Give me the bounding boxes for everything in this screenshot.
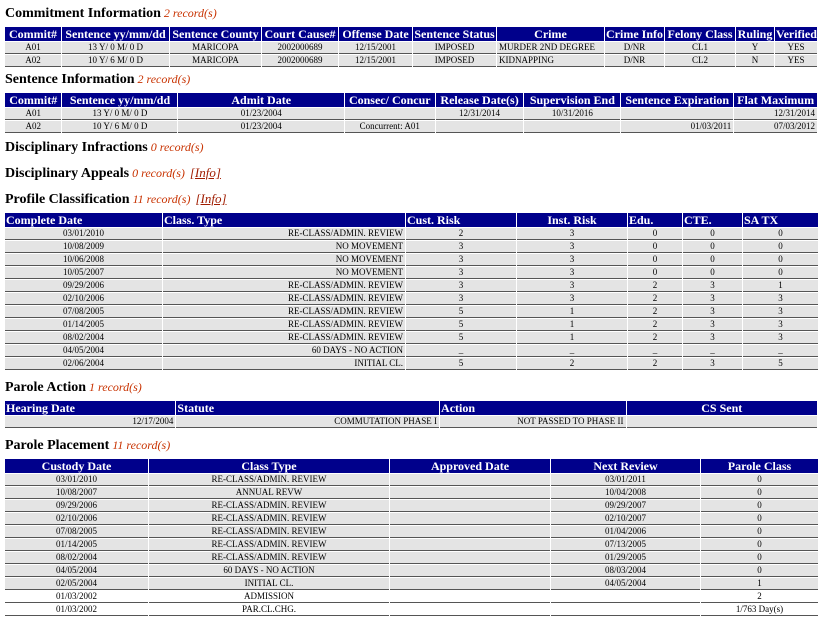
table-cell: YES [775,42,817,54]
record-count: 11 record(s) [112,438,171,452]
infractions-section-title [5,139,818,156]
column-header: Consec/ Concur [345,93,435,107]
column-header: Ruling [737,27,773,41]
table-row [5,345,818,357]
record-count: 2 record(s) [137,72,191,86]
table-cell: 0 [701,487,818,499]
parole-placement-body [5,474,818,616]
column-header: Release Date(s) [436,93,524,107]
column-header: Sentence Expiration [621,93,733,107]
table-cell: 01/03/2011 [621,121,733,133]
profile-info-link[interactable]: [Info] [195,191,227,206]
column-header: Sentence County [170,27,261,41]
profile-header-row [5,213,818,227]
table-cell: 1 [517,306,627,318]
table-row [5,319,818,331]
table-cell: 3 [517,241,627,253]
table-row [5,565,818,577]
table-cell: 2 [628,280,682,292]
table-cell: 0 [743,241,818,253]
table-row [5,254,818,266]
table-row [5,539,818,551]
table-cell: N [736,55,774,67]
table-cell: 5 [406,332,516,344]
table-cell [345,108,435,120]
column-header: Statute [176,401,439,415]
table-cell: 60 DAYS - NO ACTION [163,345,405,357]
parole-action-section-title [5,379,818,396]
column-header: Commit# [5,93,61,107]
table-row [5,306,818,318]
table-cell: 3 [743,306,818,318]
table-cell: 2 [628,319,682,331]
profile-body [5,228,818,370]
column-header: Crime [497,27,604,41]
table-cell: INITIAL CL. [149,578,389,590]
table-cell: 2002000689 [262,42,338,54]
column-header: Offense Date [339,27,412,41]
table-cell: RE-CLASS/ADMIN. REVIEW [149,552,389,564]
section-heading: Parole Placement [5,438,110,453]
column-header: Next Review [551,459,700,473]
table-cell: RE-CLASS/ADMIN. REVIEW [163,319,405,331]
table-cell: ANNUAL REVW [149,487,389,499]
table-cell: 10 Y/ 6 M/ 0 D [62,55,169,67]
table-cell: 0 [628,254,682,266]
table-cell: 07/08/2005 [5,526,148,538]
table-cell: 07/03/2012 [734,121,817,133]
parole-placement-section-title [5,437,818,454]
commitment-header-row [5,27,817,41]
table-cell: D/NR [605,42,664,54]
table-cell: 0 [683,254,742,266]
section-heading: Parole Action [5,380,87,395]
table-cell [390,526,550,538]
table-cell: 04/05/2004 [5,345,162,357]
column-header: Sentence Status [414,27,495,41]
table-cell [390,565,550,577]
table-cell: 10/04/2008 [551,487,700,499]
table-row [5,55,817,67]
table-cell [436,121,524,133]
table-cell: RE-CLASS/ADMIN. REVIEW [163,332,405,344]
table-cell: 3 [517,293,627,305]
table-cell: CL1 [665,42,735,54]
table-cell: 3 [743,293,818,305]
table-cell: CL2 [665,55,735,67]
table-cell: 3 [406,280,516,292]
table-cell: 2 [628,293,682,305]
table-cell [390,474,550,486]
table-cell: 1 [517,319,627,331]
profile-table [4,212,819,371]
table-row [5,416,817,428]
table-row [5,280,818,292]
table-cell: 2 [628,306,682,318]
commitment-body [5,42,817,67]
table-cell: IMPOSED [413,55,496,67]
table-cell: 2 [628,358,682,370]
table-cell: 02/05/2004 [5,578,148,590]
table-cell: 3 [683,332,742,344]
table-cell: 0 [701,552,818,564]
table-cell: 12/15/2001 [339,55,412,67]
table-cell [390,604,550,616]
column-header: CS Sent [627,401,818,415]
table-cell: IMPOSED [413,42,496,54]
table-row [5,267,818,279]
table-cell: RE-CLASS/ADMIN. REVIEW [163,280,405,292]
table-cell: NO MOVEMENT [163,254,405,266]
column-header: Court Cause# [262,27,338,41]
table-cell: _ [406,345,516,357]
table-cell: 04/05/2004 [5,565,148,577]
table-cell: 3 [517,254,627,266]
table-cell: _ [743,345,818,357]
column-header: CTE. [683,213,742,227]
column-header: Sentence yy/mm/dd [62,27,169,41]
profile-section-title [5,191,818,208]
appeals-info-link[interactable]: [Info] [189,165,221,180]
table-cell: RE-CLASS/ADMIN. REVIEW [163,293,405,305]
table-row [5,121,817,133]
table-cell: 03/01/2010 [5,474,148,486]
table-row [5,552,818,564]
table-cell: 0 [628,241,682,253]
parole-action-header-row [5,401,817,415]
table-cell [390,487,550,499]
table-cell: 60 DAYS - NO ACTION [149,565,389,577]
table-cell: A02 [5,121,61,133]
table-cell: MURDER 2ND DEGREE [497,42,604,54]
table-cell: 02/10/2007 [551,513,700,525]
table-cell: 10/08/2009 [5,241,162,253]
table-cell: ADMISSION [149,591,389,603]
table-cell: 3 [517,228,627,240]
table-cell [621,108,733,120]
column-header: Hearing Date [5,401,175,415]
table-cell: 02/06/2004 [5,358,162,370]
table-row [5,513,818,525]
table-cell: 1 [517,332,627,344]
table-cell: 3 [683,358,742,370]
table-cell: RE-CLASS/ADMIN. REVIEW [149,474,389,486]
column-header: Supervision End [524,93,620,107]
table-cell: 3 [683,280,742,292]
table-cell: RE-CLASS/ADMIN. REVIEW [163,306,405,318]
table-cell: 09/29/2007 [551,500,700,512]
table-cell [390,591,550,603]
table-cell: 3 [517,267,627,279]
table-cell: 0 [701,565,818,577]
table-row [5,591,818,603]
table-cell: 02/10/2006 [5,513,148,525]
table-cell: 10/08/2007 [5,487,148,499]
table-cell: MARICOPA [170,55,261,67]
record-count: 0 record(s) [150,140,204,154]
table-cell [551,591,700,603]
table-cell: KIDNAPPING [497,55,604,67]
section-heading: Disciplinary Infractions [5,140,148,155]
column-header: Custody Date [5,459,148,473]
table-cell: PAR.CL.CHG. [149,604,389,616]
parole-placement-table [4,458,819,617]
table-cell: 3 [683,293,742,305]
table-cell [390,578,550,590]
table-cell: 3 [743,319,818,331]
table-cell: 13 Y/ 0 M/ 0 D [62,108,177,120]
table-row [5,474,818,486]
column-header: Class Type [149,459,389,473]
parole-action-body [5,416,817,428]
table-cell: RE-CLASS/ADMIN. REVIEW [163,228,405,240]
table-cell: 01/14/2005 [5,539,148,551]
table-cell: RE-CLASS/ADMIN. REVIEW [149,526,389,538]
table-cell: 12/17/2004 [5,416,175,428]
column-header: SA TX [743,213,818,227]
section-heading: Profile Classification [5,192,130,207]
table-cell: 1/763 Day(s) [701,604,818,616]
table-cell: RE-CLASS/ADMIN. REVIEW [149,513,389,525]
table-cell [390,513,550,525]
table-row [5,108,817,120]
table-cell: 12/31/2014 [734,108,817,120]
table-cell: 2 [406,228,516,240]
section-heading: Sentence Information [5,72,135,87]
table-cell: INITIAL CL. [163,358,405,370]
table-cell: 12/31/2014 [436,108,524,120]
table-cell: 3 [406,293,516,305]
table-cell: 0 [701,500,818,512]
column-header: Inst. Risk [517,213,627,227]
table-cell: 01/23/2004 [178,121,343,133]
table-cell: 07/08/2005 [5,306,162,318]
column-header: Edu. [628,213,682,227]
table-row [5,332,818,344]
table-cell: 2 [701,591,818,603]
table-cell [524,121,620,133]
table-cell: 08/03/2004 [551,565,700,577]
table-row [5,228,818,240]
table-row [5,487,818,499]
table-cell: 01/03/2002 [5,591,148,603]
table-cell: YES [775,55,817,67]
column-header: Sentence yy/mm/dd [62,93,177,107]
column-header: Action [440,401,625,415]
table-cell: 10/31/2016 [524,108,620,120]
table-cell: 0 [701,474,818,486]
table-cell: RE-CLASS/ADMIN. REVIEW [149,500,389,512]
table-cell: 0 [701,539,818,551]
table-cell: 3 [517,280,627,292]
table-cell: 04/05/2004 [551,578,700,590]
table-cell: 1 [701,578,818,590]
table-cell: 01/29/2005 [551,552,700,564]
sentence-table [4,92,818,134]
table-cell: 5 [406,358,516,370]
table-cell: MARICOPA [170,42,261,54]
column-header: Class. Type [163,213,405,227]
table-cell: 0 [683,228,742,240]
table-row [5,578,818,590]
table-cell: NO MOVEMENT [163,267,405,279]
table-cell: _ [683,345,742,357]
table-row [5,358,818,370]
table-cell: Concurrent: A01 [345,121,435,133]
table-cell: 01/04/2006 [551,526,700,538]
table-cell: A02 [5,55,61,67]
section-heading: Disciplinary Appeals [5,166,130,181]
table-cell: 07/13/2005 [551,539,700,551]
table-cell: 5 [743,358,818,370]
column-header: Felony Class [665,27,735,41]
column-header: Commit# [5,27,61,41]
commitment-table [4,26,818,68]
table-cell: 03/01/2011 [551,474,700,486]
table-cell: 2 [628,332,682,344]
sentence-body [5,108,817,133]
table-cell: _ [517,345,627,357]
table-row [5,500,818,512]
table-cell: 0 [683,241,742,253]
record-count: 11 record(s) [132,192,191,206]
table-cell: 0 [628,228,682,240]
table-cell: COMMUTATION PHASE I [176,416,439,428]
column-header: Verified [776,27,817,41]
table-cell: 10/06/2008 [5,254,162,266]
table-cell: 0 [628,267,682,279]
table-cell: 1 [743,280,818,292]
table-cell: 3 [683,319,742,331]
table-cell [390,539,550,551]
table-row [5,42,817,54]
table-cell: 3 [743,332,818,344]
table-cell: 08/02/2004 [5,332,162,344]
appeals-section-title [5,165,818,182]
section-heading: Commitment Information [5,6,161,21]
table-cell: 5 [406,319,516,331]
table-cell: 10 Y/ 6 M/ 0 D [62,121,177,133]
table-cell: 3 [406,241,516,253]
table-cell: 08/02/2004 [5,552,148,564]
commitment-section-title [5,5,818,22]
table-cell [390,500,550,512]
table-cell: 5 [406,306,516,318]
table-cell: 2002000689 [262,55,338,67]
parole-placement-header-row [5,459,818,473]
record-count: 1 record(s) [89,380,142,394]
table-cell: Y [736,42,774,54]
table-cell: 0 [683,267,742,279]
table-cell: 3 [683,306,742,318]
table-cell: 3 [406,267,516,279]
table-row [5,293,818,305]
table-cell: 02/10/2006 [5,293,162,305]
table-row [5,604,818,616]
column-header: Complete Date [5,213,162,227]
column-header: Admit Date [178,93,343,107]
table-cell: 0 [701,526,818,538]
table-cell: D/NR [605,55,664,67]
table-cell: NOT PASSED TO PHASE II [440,416,625,428]
table-cell: _ [628,345,682,357]
table-cell: 01/23/2004 [178,108,343,120]
table-cell [627,416,818,428]
record-count: 0 record(s) [132,166,185,180]
table-cell: NO MOVEMENT [163,241,405,253]
sentence-section-title [5,71,818,88]
table-cell: 0 [701,513,818,525]
column-header: Approved Date [390,459,550,473]
record-count: 2 record(s) [163,6,217,20]
table-cell: 09/29/2006 [5,280,162,292]
table-cell: 0 [743,228,818,240]
table-cell: 12/15/2001 [339,42,412,54]
table-cell: RE-CLASS/ADMIN. REVIEW [149,539,389,551]
table-cell: 01/14/2005 [5,319,162,331]
table-cell: A01 [5,108,61,120]
table-row [5,241,818,253]
table-cell: 01/03/2002 [5,604,148,616]
table-cell: 3 [406,254,516,266]
table-cell: 2 [517,358,627,370]
sentence-header-row [5,93,817,107]
column-header: Crime Info [606,27,663,41]
column-header: Parole Class [701,459,818,473]
table-row [5,526,818,538]
table-cell: A01 [5,42,61,54]
table-cell: 0 [743,267,818,279]
column-header: Cust. Risk [406,213,516,227]
table-cell: 09/29/2006 [5,500,148,512]
table-cell: 0 [743,254,818,266]
table-cell [551,604,700,616]
parole-action-table [4,400,818,429]
table-cell: 10/05/2007 [5,267,162,279]
table-cell [390,552,550,564]
column-header: Flat Maximum [734,93,817,107]
table-cell: 13 Y/ 0 M/ 0 D [62,42,169,54]
table-cell: 03/01/2010 [5,228,162,240]
